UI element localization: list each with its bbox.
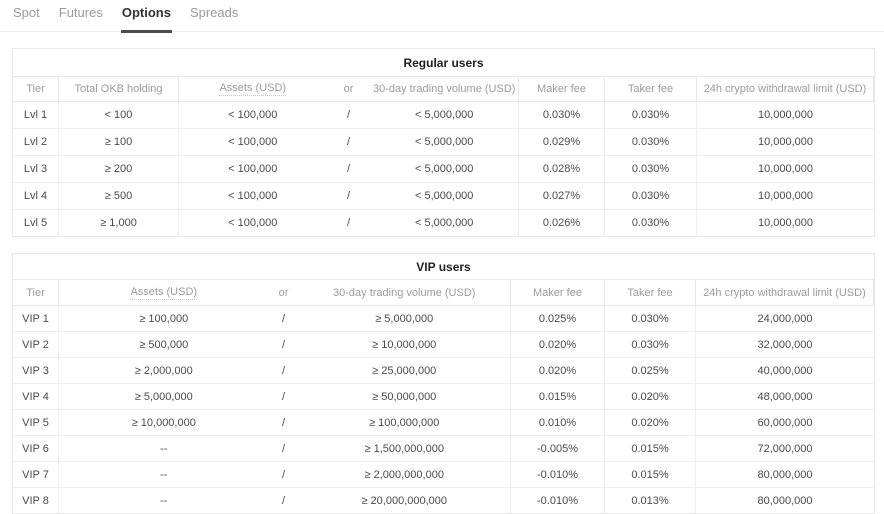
assets-or-volume-cell (59, 306, 511, 331)
okb-holding-cell: ≥ 500 (59, 183, 179, 209)
volume-value: < 5,000,000 (415, 136, 474, 148)
assets-value: -- (160, 442, 168, 455)
header-taker-fee: Taker fee (605, 280, 696, 305)
assets-value: -- (160, 494, 168, 507)
assets-or-volume-cell (179, 102, 519, 128)
vip-users-fee-table (12, 253, 875, 514)
withdrawal-limit-cell: 10,000,000 (757, 163, 814, 175)
maker-fee-cell: 0.029% (519, 129, 605, 155)
tier-cell: VIP 7 (13, 462, 59, 487)
volume-value: ≥ 2,000,000,000 (364, 468, 444, 481)
maker-fee-cell: 0.020% (511, 332, 605, 357)
assets-or-volume-cell (179, 156, 519, 182)
tier-cell: VIP 2 (13, 332, 59, 357)
or-slash: / (346, 109, 351, 121)
okb-holding-cell: < 100 (59, 102, 179, 128)
assets-or-volume-cell (59, 462, 511, 487)
assets-value: ≥ 5,000,000 (134, 390, 193, 403)
tab-options[interactable]: Options (121, 0, 172, 33)
header-30d-volume: 30-day trading volume (USD) (333, 286, 476, 299)
tier-cell: Lvl 1 (13, 102, 59, 128)
header-assets-or-volume-group (59, 280, 511, 305)
or-slash: / (281, 494, 286, 507)
or-slash: / (281, 364, 286, 377)
regular-users-header-row (13, 77, 874, 102)
maker-fee-cell: -0.010% (511, 488, 605, 513)
taker-fee-cell: 0.020% (605, 410, 696, 435)
volume-value: < 5,000,000 (415, 217, 474, 229)
taker-fee-cell: 0.025% (605, 358, 696, 383)
assets-or-volume-cell (59, 436, 511, 461)
or-slash: / (281, 338, 286, 351)
withdrawal-limit-cell: 80,000,000 (757, 468, 813, 481)
volume-value: ≥ 20,000,000,000 (361, 494, 448, 507)
volume-value: < 5,000,000 (415, 109, 474, 121)
header-assets-or-volume-group (179, 77, 519, 101)
tier-cell: VIP 6 (13, 436, 59, 461)
table-row-lvl-4 (13, 183, 874, 210)
assets-value: < 100,000 (228, 136, 278, 148)
or-slash: / (346, 136, 351, 148)
tier-cell: Lvl 2 (13, 129, 59, 155)
regular-users-title: Regular users (13, 49, 874, 77)
header-withdrawal-limit: 24h crypto withdrawal limit (USD) (696, 280, 874, 305)
assets-or-volume-cell (59, 410, 511, 435)
volume-value: ≥ 50,000,000 (372, 390, 437, 403)
maker-fee-cell: 0.030% (519, 102, 605, 128)
tier-cell: Lvl 4 (13, 183, 59, 209)
tab-futures[interactable]: Futures (58, 5, 103, 20)
maker-fee-cell: 0.015% (511, 384, 605, 409)
assets-value: < 100,000 (228, 217, 278, 229)
maker-fee-cell: 0.020% (511, 358, 605, 383)
tier-cell: VIP 8 (13, 488, 59, 513)
withdrawal-limit-cell: 10,000,000 (757, 136, 814, 148)
volume-value: ≥ 1,500,000,000 (364, 442, 444, 455)
or-slash: / (281, 442, 286, 455)
header-or: or (278, 286, 289, 299)
volume-value: < 5,000,000 (415, 163, 474, 175)
assets-value: ≥ 2,000,000 (134, 364, 193, 377)
maker-fee-cell: 0.028% (519, 156, 605, 182)
tier-cell: Lvl 3 (13, 156, 59, 182)
withdrawal-limit-cell: 10,000,000 (757, 190, 814, 202)
taker-fee-cell: 0.015% (605, 462, 696, 487)
assets-value: < 100,000 (228, 190, 278, 202)
tier-cell: VIP 1 (13, 306, 59, 331)
assets-or-volume-cell (179, 183, 519, 209)
table-row-vip-6 (13, 436, 874, 462)
maker-fee-cell: -0.010% (511, 462, 605, 487)
tier-cell: VIP 3 (13, 358, 59, 383)
table-row-vip-3 (13, 358, 874, 384)
taker-fee-cell: 0.020% (605, 384, 696, 409)
table-row-lvl-3 (13, 156, 874, 183)
okb-holding-cell: ≥ 100 (59, 129, 179, 155)
okb-holding-cell: ≥ 1,000 (59, 210, 179, 236)
volume-value: < 5,000,000 (415, 190, 474, 202)
withdrawal-limit-cell: 72,000,000 (757, 442, 813, 455)
assets-or-volume-cell (179, 210, 519, 236)
or-slash: / (281, 416, 286, 429)
tab-spot[interactable]: Spot (13, 5, 40, 20)
assets-value: ≥ 500,000 (139, 338, 189, 351)
assets-value: ≥ 100,000 (139, 312, 189, 325)
header-tier: Tier (13, 280, 59, 305)
tab-spreads[interactable]: Spreads (189, 5, 239, 20)
regular-users-fee-table (12, 48, 875, 237)
header-taker-fee: Taker fee (605, 77, 697, 101)
assets-or-volume-cell (179, 129, 519, 155)
withdrawal-limit-cell: 10,000,000 (757, 109, 814, 121)
taker-fee-cell: 0.030% (605, 129, 697, 155)
taker-fee-cell: 0.030% (605, 156, 697, 182)
withdrawal-limit-cell: 10,000,000 (757, 217, 814, 229)
assets-value: -- (160, 468, 168, 481)
header-30d-volume: 30-day trading volume (USD) (372, 83, 516, 95)
taker-fee-cell: 0.030% (605, 210, 697, 236)
okb-holding-cell: ≥ 200 (59, 156, 179, 182)
tier-cell: VIP 4 (13, 384, 59, 409)
volume-value: ≥ 25,000,000 (372, 364, 437, 377)
maker-fee-cell: 0.027% (519, 183, 605, 209)
table-row-vip-8 (13, 488, 874, 513)
taker-fee-cell: 0.030% (605, 102, 697, 128)
header-assets[interactable]: Assets (USD) (130, 285, 198, 298)
or-slash: / (346, 217, 351, 229)
vip-users-title: VIP users (13, 254, 874, 280)
maker-fee-cell: 0.025% (511, 306, 605, 331)
tier-cell: VIP 5 (13, 410, 59, 435)
or-slash: / (346, 190, 351, 202)
table-row-vip-7 (13, 462, 874, 488)
withdrawal-limit-cell: 60,000,000 (757, 416, 813, 429)
assets-or-volume-cell (59, 358, 511, 383)
withdrawal-limit-cell: 40,000,000 (757, 364, 813, 377)
table-row-lvl-2 (13, 129, 874, 156)
taker-fee-cell: 0.030% (605, 306, 696, 331)
maker-fee-cell: 0.010% (511, 410, 605, 435)
withdrawal-limit-cell: 48,000,000 (757, 390, 813, 403)
assets-or-volume-cell (59, 332, 511, 357)
or-slash: / (281, 468, 286, 481)
withdrawal-limit-cell: 32,000,000 (757, 338, 813, 351)
taker-fee-cell: 0.013% (605, 488, 696, 513)
table-row-lvl-5 (13, 210, 874, 236)
table-row-vip-4 (13, 384, 874, 410)
header-assets[interactable]: Assets (USD) (219, 82, 287, 94)
vip-users-header-row (13, 280, 874, 306)
taker-fee-cell: 0.030% (605, 332, 696, 357)
header-tier: Tier (13, 77, 59, 101)
volume-value: ≥ 10,000,000 (372, 338, 437, 351)
taker-fee-cell: 0.015% (605, 436, 696, 461)
table-row-vip-5 (13, 410, 874, 436)
volume-value: ≥ 5,000,000 (375, 312, 434, 325)
assets-value: ≥ 10,000,000 (131, 416, 196, 429)
taker-fee-cell: 0.030% (605, 183, 697, 209)
withdrawal-limit-cell: 80,000,000 (757, 494, 813, 507)
volume-value: ≥ 100,000,000 (369, 416, 440, 429)
assets-or-volume-cell (59, 384, 511, 409)
table-row-vip-2 (13, 332, 874, 358)
assets-value: < 100,000 (228, 109, 278, 121)
tier-cell: Lvl 5 (13, 210, 59, 236)
assets-or-volume-cell (59, 488, 511, 513)
withdrawal-limit-cell: 24,000,000 (757, 312, 813, 325)
header-or: or (343, 83, 354, 95)
header-withdrawal-limit: 24h crypto withdrawal limit (USD) (697, 77, 874, 101)
or-slash: / (346, 163, 351, 175)
maker-fee-cell: 0.026% (519, 210, 605, 236)
maker-fee-cell: -0.005% (511, 436, 605, 461)
table-row-lvl-1 (13, 102, 874, 129)
or-slash: / (281, 390, 286, 403)
table-row-vip-1 (13, 306, 874, 332)
assets-value: < 100,000 (228, 163, 278, 175)
header-maker-fee: Maker fee (519, 77, 605, 101)
header-maker-fee: Maker fee (511, 280, 605, 305)
or-slash: / (281, 312, 286, 325)
fee-category-tabbar (0, 0, 884, 32)
header-okb-holding: Total OKB holding (59, 77, 179, 101)
